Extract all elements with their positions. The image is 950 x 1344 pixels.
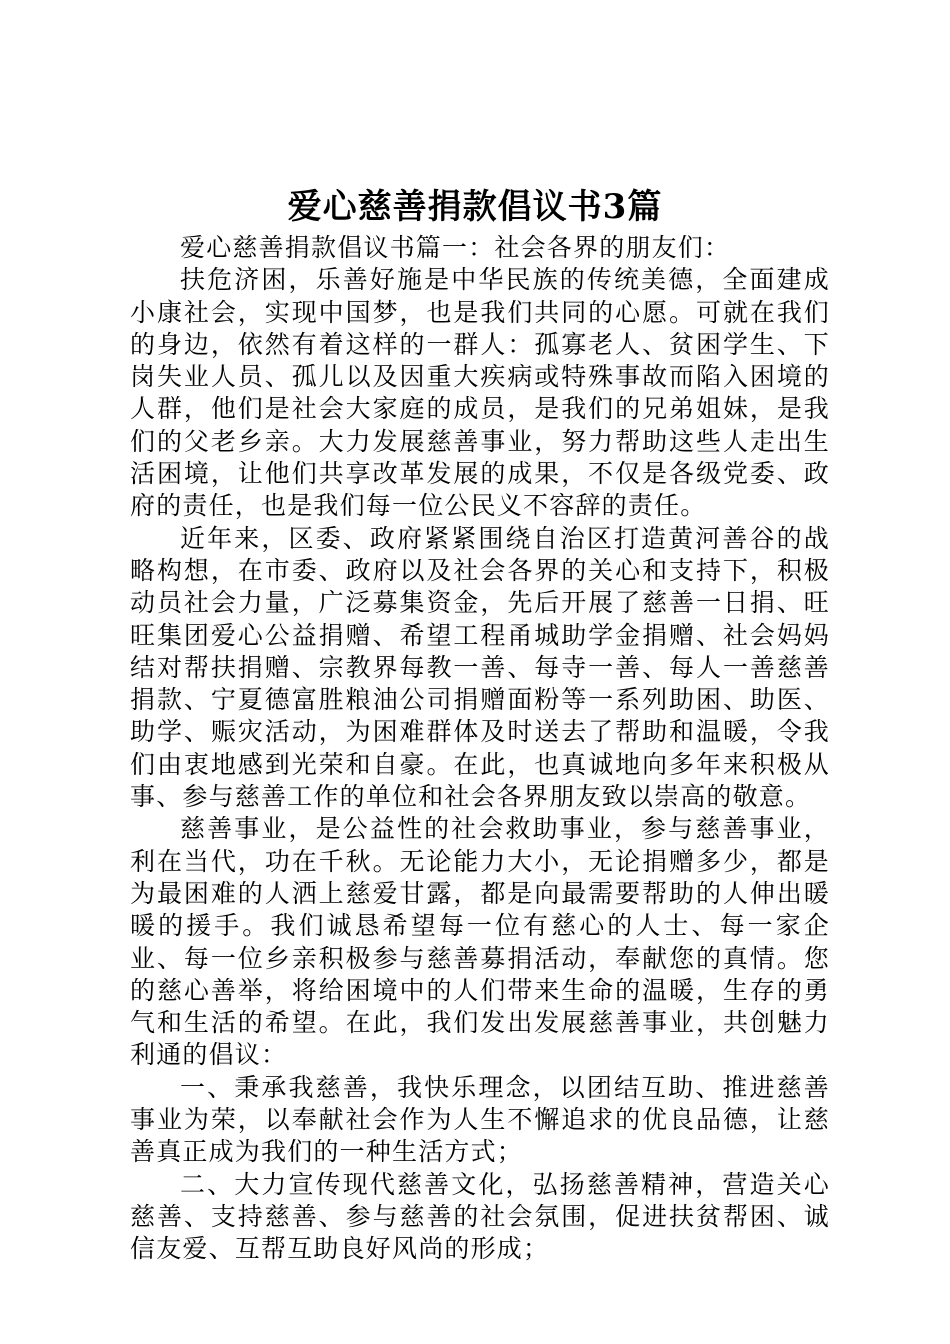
- paragraph: 慈善事业，是公益性的社会救助事业，参与慈善事业，利在当代，功在千秋。无论能力大小，无论捐赠多少，都是为最困难的人洒上慈爱甘露，都是向最需要帮助的人伸出暖暖的援手。我们诚恳希望每一位有慈心的人士、每一家企业、每一位乡亲积极参与慈善募捐活动，奉献您的真情。您的慈心善举，将给困境中的人们带来生命的温暖，生存的勇气和生活的希望。在此，我们发出发展慈善事业，共创魅力利通的倡议：: [130, 814, 830, 1070]
- paragraph: 一、秉承我慈善，我快乐理念，以团结互助、推进慈善事业为荣，以奉献社会作为人生不懈追求的优良品德，让慈善真正成为我们的一种生活方式；: [130, 1072, 830, 1167]
- document-title: 爱心慈善捐款倡议书3篇: [287, 187, 663, 227]
- paragraph: 近年来，区委、政府紧紧围绕自治区打造黄河善谷的战略构想，在市委、政府以及社会各界的关心和支持下，积极动员社会力量，广泛募集资金，先后开展了慈善一日捐、旺旺集团爱心公益捐赠、希望工程甬城助学金捐赠、社会妈妈结对帮扶捐赠、宗教界每教一善、每寺一善、每人一善慈善捐款、宁夏德富胜粮油公司捐赠面粉等一系列助困、助医、助学、赈灾活动，为困难群体及时送去了帮助和温暖，令我们由衷地感到光荣和自豪。在此，也真诚地向多年来积极从事、参与慈善工作的单位和社会各界朋友致以崇高的敬意。: [130, 523, 830, 812]
- paragraph: 扶危济困，乐善好施是中华民族的传统美德，全面建成小康社会，实现中国梦，也是我们共同的心愿。可就在我们的身边，依然有着这样的一群人：孤寡老人、贫困学生、下岗失业人员、孤儿以及因重大疾病或特殊事故而陷入困境的人群，他们是社会大家庭的成员，是我们的兄弟姐妹，是我们的父老乡亲。大力发展慈善事业，努力帮助这些人走出生活困境，让他们共享改革发展的成果，不仅是各级党委、政府的责任，也是我们每一位公民义不容辞的责任。: [130, 265, 830, 521]
- paragraph: 二、大力宣传现代慈善文化，弘扬慈善精神，营造关心慈善、支持慈善、参与慈善的社会氛围，促进扶贫帮困、诚信友爱、互帮互助良好风尚的形成；: [130, 1169, 830, 1264]
- document-body: [130, 232, 830, 1266]
- paragraph-intro: 爱心慈善捐款倡议书篇一：社会各界的朋友们：: [180, 233, 731, 262]
